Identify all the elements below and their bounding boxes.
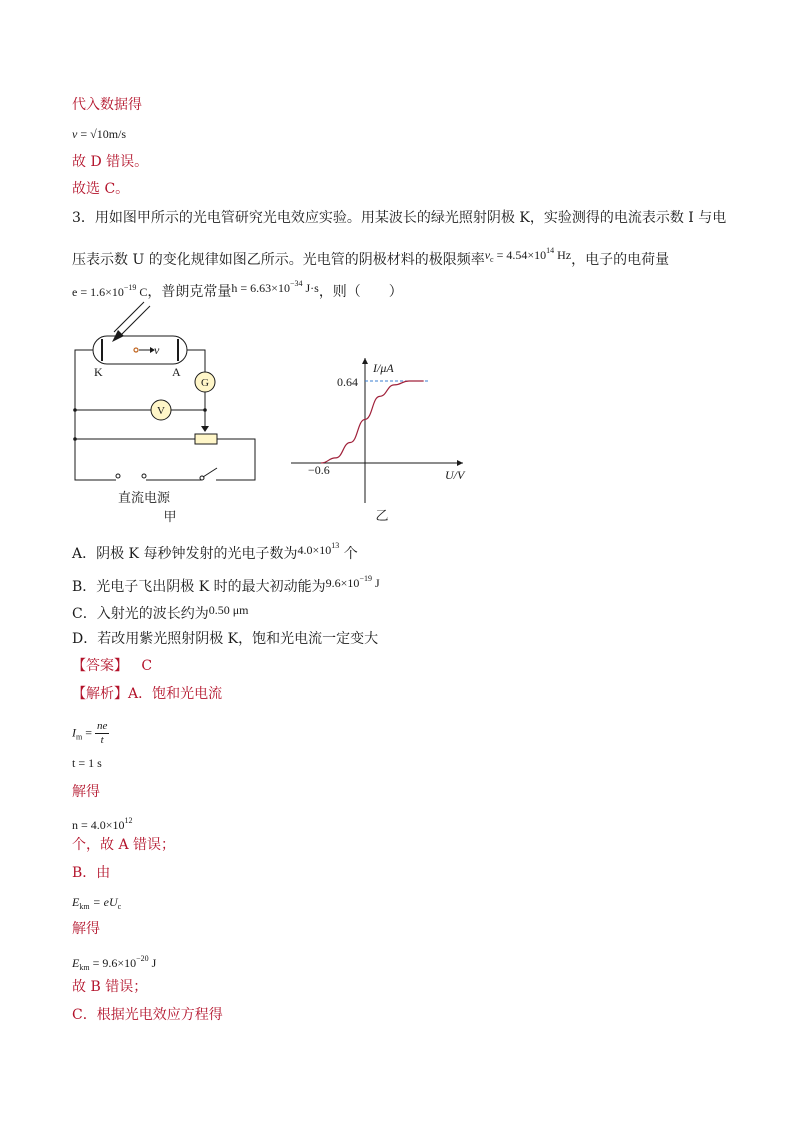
option-a-value: $4.0\times 10^{13}$	[297, 541, 340, 557]
solve-text-1: 解得	[72, 784, 100, 800]
b-conclusion: 故 B 错误；	[72, 979, 148, 995]
question-line-2b: ，电子的电荷量	[571, 252, 670, 268]
electron-dot	[134, 348, 138, 352]
e-expr: $e = 1.6\times 10^{-19}$ C	[72, 283, 148, 299]
velocity-value: √10m/s	[90, 127, 127, 141]
analysis-title	[72, 685, 222, 703]
solve-text-2: 解得	[72, 921, 100, 937]
power-source-label: 直流电源	[118, 490, 171, 505]
question-line-3a: ，普朗克常量	[147, 284, 232, 300]
option-a: A．阴极 K 每秒钟发射的光电子数为$4.0\times 10^{13}$ 个	[72, 541, 358, 562]
im-fraction: $\frac{ne}{t}$	[97, 720, 108, 746]
anode-label: A	[172, 365, 181, 379]
option-c: C．入射光的波长约为0.50 μm	[72, 603, 249, 622]
c-title: C．根据光电效应方程得	[72, 1007, 223, 1023]
intro-substitute: 代入数据得	[72, 97, 142, 113]
question-line-2	[72, 242, 669, 269]
nu-c-expr: $\nu_c = 4.54\times 10^{14}$ Hz	[484, 246, 572, 264]
t-formula: t = 1 s	[72, 756, 102, 770]
junction-dot	[203, 408, 207, 412]
a-conclusion: 个，故 A 错误；	[72, 837, 176, 853]
voltmeter-label: V	[157, 405, 165, 417]
ekm-formula-2: $E_{km} = 9.6\times 10^{-20}$ J	[72, 954, 157, 972]
galvanometer-label: G	[201, 377, 209, 389]
analysis-label: 【解析】	[72, 686, 128, 702]
switch-icon	[203, 468, 217, 477]
iv-curve-series	[321, 381, 424, 463]
x-axis-label: U/V	[445, 468, 465, 482]
option-c-value: 0.50 μm	[208, 603, 249, 617]
power-terminal	[142, 474, 146, 478]
option-d: D．若改用紫光照射阴极 K，饱和光电流一定变大	[72, 631, 379, 647]
rheostat-slider-head	[201, 426, 209, 432]
h-expr: $h = 6.63\times 10^{-34}$ J·s	[231, 279, 319, 295]
x-tick-label: −0.6	[308, 463, 330, 477]
rheostat-icon	[195, 434, 217, 444]
im-formula: $I_m$ = $\frac{ne}{t}$	[72, 720, 108, 746]
figure-a-caption: 甲	[163, 509, 177, 524]
answer-label: 【答案】	[72, 658, 128, 674]
ekm-formula-1: $E_{km} = eU_c$	[72, 895, 122, 911]
answer-line	[72, 657, 152, 675]
velocity-label: v	[154, 343, 160, 357]
analysis-a-title: A．饱和光电流	[128, 686, 223, 702]
d-wrong-text: 故 D 错误。	[72, 154, 149, 170]
option-b-value: $9.6\times 10^{-19}$ J	[325, 574, 380, 590]
anode-wire	[187, 350, 205, 372]
option-b: B．光电子飞出阴极 K 时的最大初动能为$9.6\times 10^{-19}$ J	[72, 574, 380, 595]
cathode-label: K	[94, 365, 103, 379]
circuit-diagram	[60, 298, 280, 528]
power-terminal	[116, 474, 120, 478]
junction-dot	[73, 437, 77, 441]
rheostat-wire-right	[216, 439, 255, 480]
y-tick-label: 0.64	[337, 375, 358, 389]
junction-dot	[73, 408, 77, 412]
answer-value: C	[141, 658, 153, 674]
velocity-result: v = √10m/s	[72, 127, 127, 141]
question-line-2a: 压表示数 U 的变化规律如图乙所示。光电管的阴极材料的极限频率	[72, 252, 485, 268]
question-line-1: 3．用如图甲所示的光电管研究光电效应实验。用某波长的绿光照射阴极 K，实验测得的电流表示数 I 与电	[72, 210, 727, 226]
b-title: B．由	[72, 865, 111, 881]
question-line-3b: ，则（ ）	[318, 284, 403, 300]
choose-c-text: 故选 C。	[72, 181, 130, 197]
iv-graph	[285, 355, 485, 530]
y-axis-label: I/μA	[373, 361, 394, 375]
figure-b-caption: 乙	[375, 508, 389, 523]
n-formula: $n = 4.0\times 10^{12}$	[72, 816, 133, 832]
